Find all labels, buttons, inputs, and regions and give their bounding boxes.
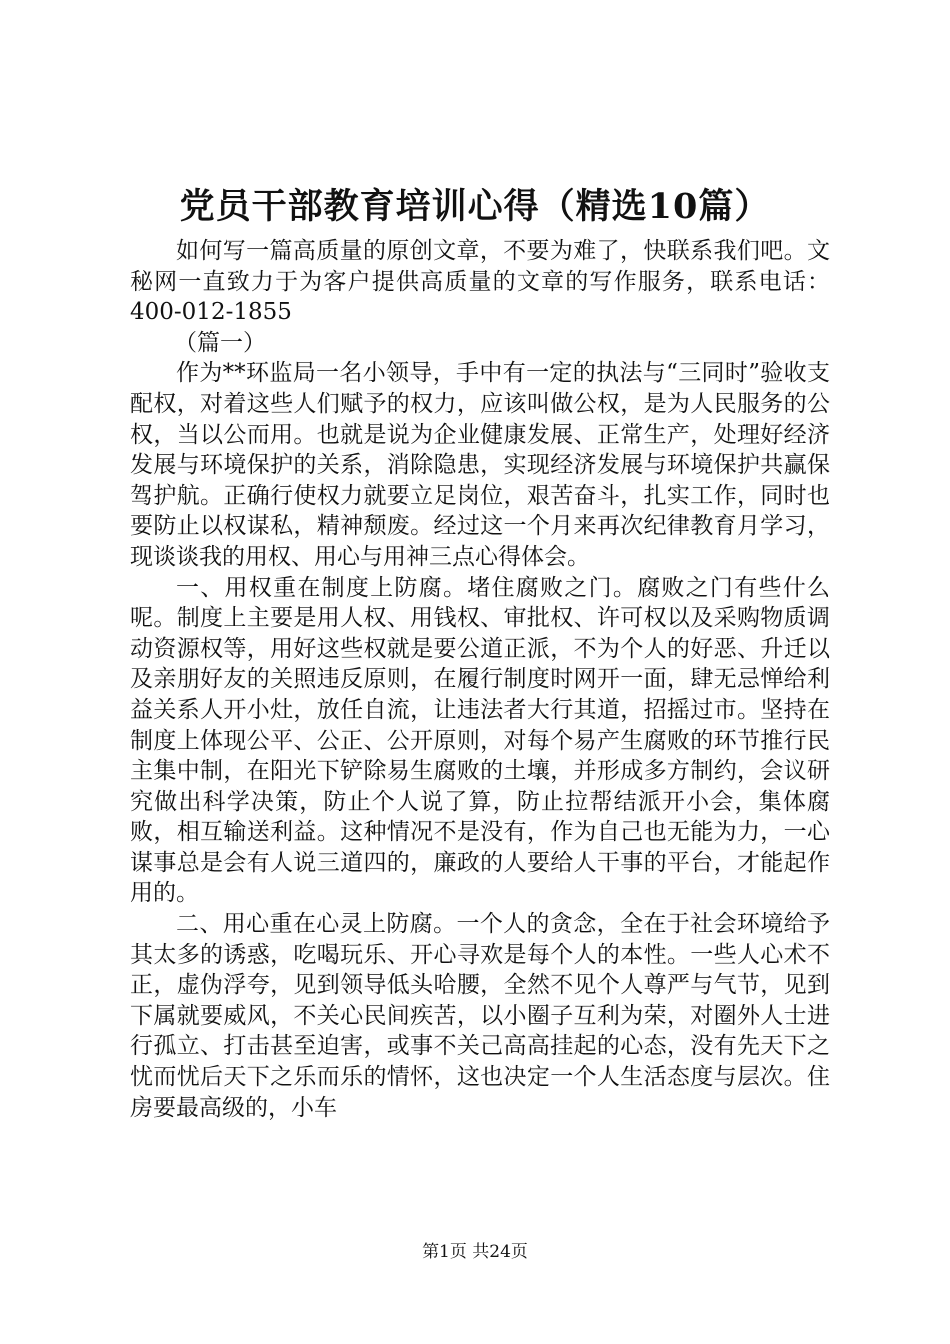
section-label: （篇一） <box>174 329 266 356</box>
intro-paragraph: 如何写一篇高质量的原创文章，不要为难了，快联系我们吧。文秘网一直致力于为客户提供高质量的文章的写作服务，联系电话：400-012-1855 <box>130 238 830 326</box>
document-body <box>130 236 830 1123</box>
body-paragraph-3: 二、用心重在心灵上防腐。一个人的贪念，全在于社会环境给予其太多的诱惑，吃喝玩乐、开心寻欢是每个人的本性。一些人心术不正，虚伪浮夸，见到领导低头哈腰，全然不见个人尊严与气节，见到下属就要威风，不关心民间疾苦，以小圈子互利为荣，对圈外人士进行孤立、打击甚至迫害，或事不关己高高挂起的心态，没有先天下之忧而忧后天下之乐而乐的情怀，这也决定一个人生活态度与层次。住房要最高级的，小车 <box>130 911 830 1121</box>
page-footer: 第1页 共24页 <box>422 1242 528 1262</box>
body-paragraph-2: 一、用权重在制度上防腐。堵住腐败之门。腐败之门有些什么呢。制度上主要是用人权、用钱权、审批权、许可权以及采购物质调动资源权等，用好这些权就是要公道正派，不为个人的好恶、升迁以及亲朋好友的关照违反原则，在履行制度时网开一面，肆无忌惮给利益关系人开小灶，放任自流，让违法者大行其道，招摇过市。坚持在制度上体现公平、公正、公开原则，对每个易产生腐败的环节推行民主集中制，在阳光下铲除易生腐败的土壤，并形成多方制约，会议研究做出科学决策，防止个人说了算，防止拉帮结派开小会，集体腐败，相互输送利益。这种情况不是没有，作为自己也无能为力，一心谋事总是会有人说三道四的，廉政的人要给人干事的平台，才能起作用的。 <box>130 574 830 907</box>
body-paragraph-1: 作为**环监局一名小领导，手中有一定的执法与“三同时”验收支配权，对着这些人们赋予的权力，应该叫做公权，是为人民服务的公权，当以公而用。也就是说为企业健康发展、正常生产，处理好经济发展与环境保护的关系，消除隐患，实现经济发展与环境保护共赢保驾护航。正确行使权力就要立足岗位，艰苦奋斗，扎实工作，同时也要防止以权谋私，精神颓废。经过这一个月来再次纪律教育月学习，现谈谈我的用权、用心与用神三点心得体会。 <box>130 360 830 570</box>
document-title: 党员干部教育培训心得（精选10篇） <box>179 186 771 227</box>
